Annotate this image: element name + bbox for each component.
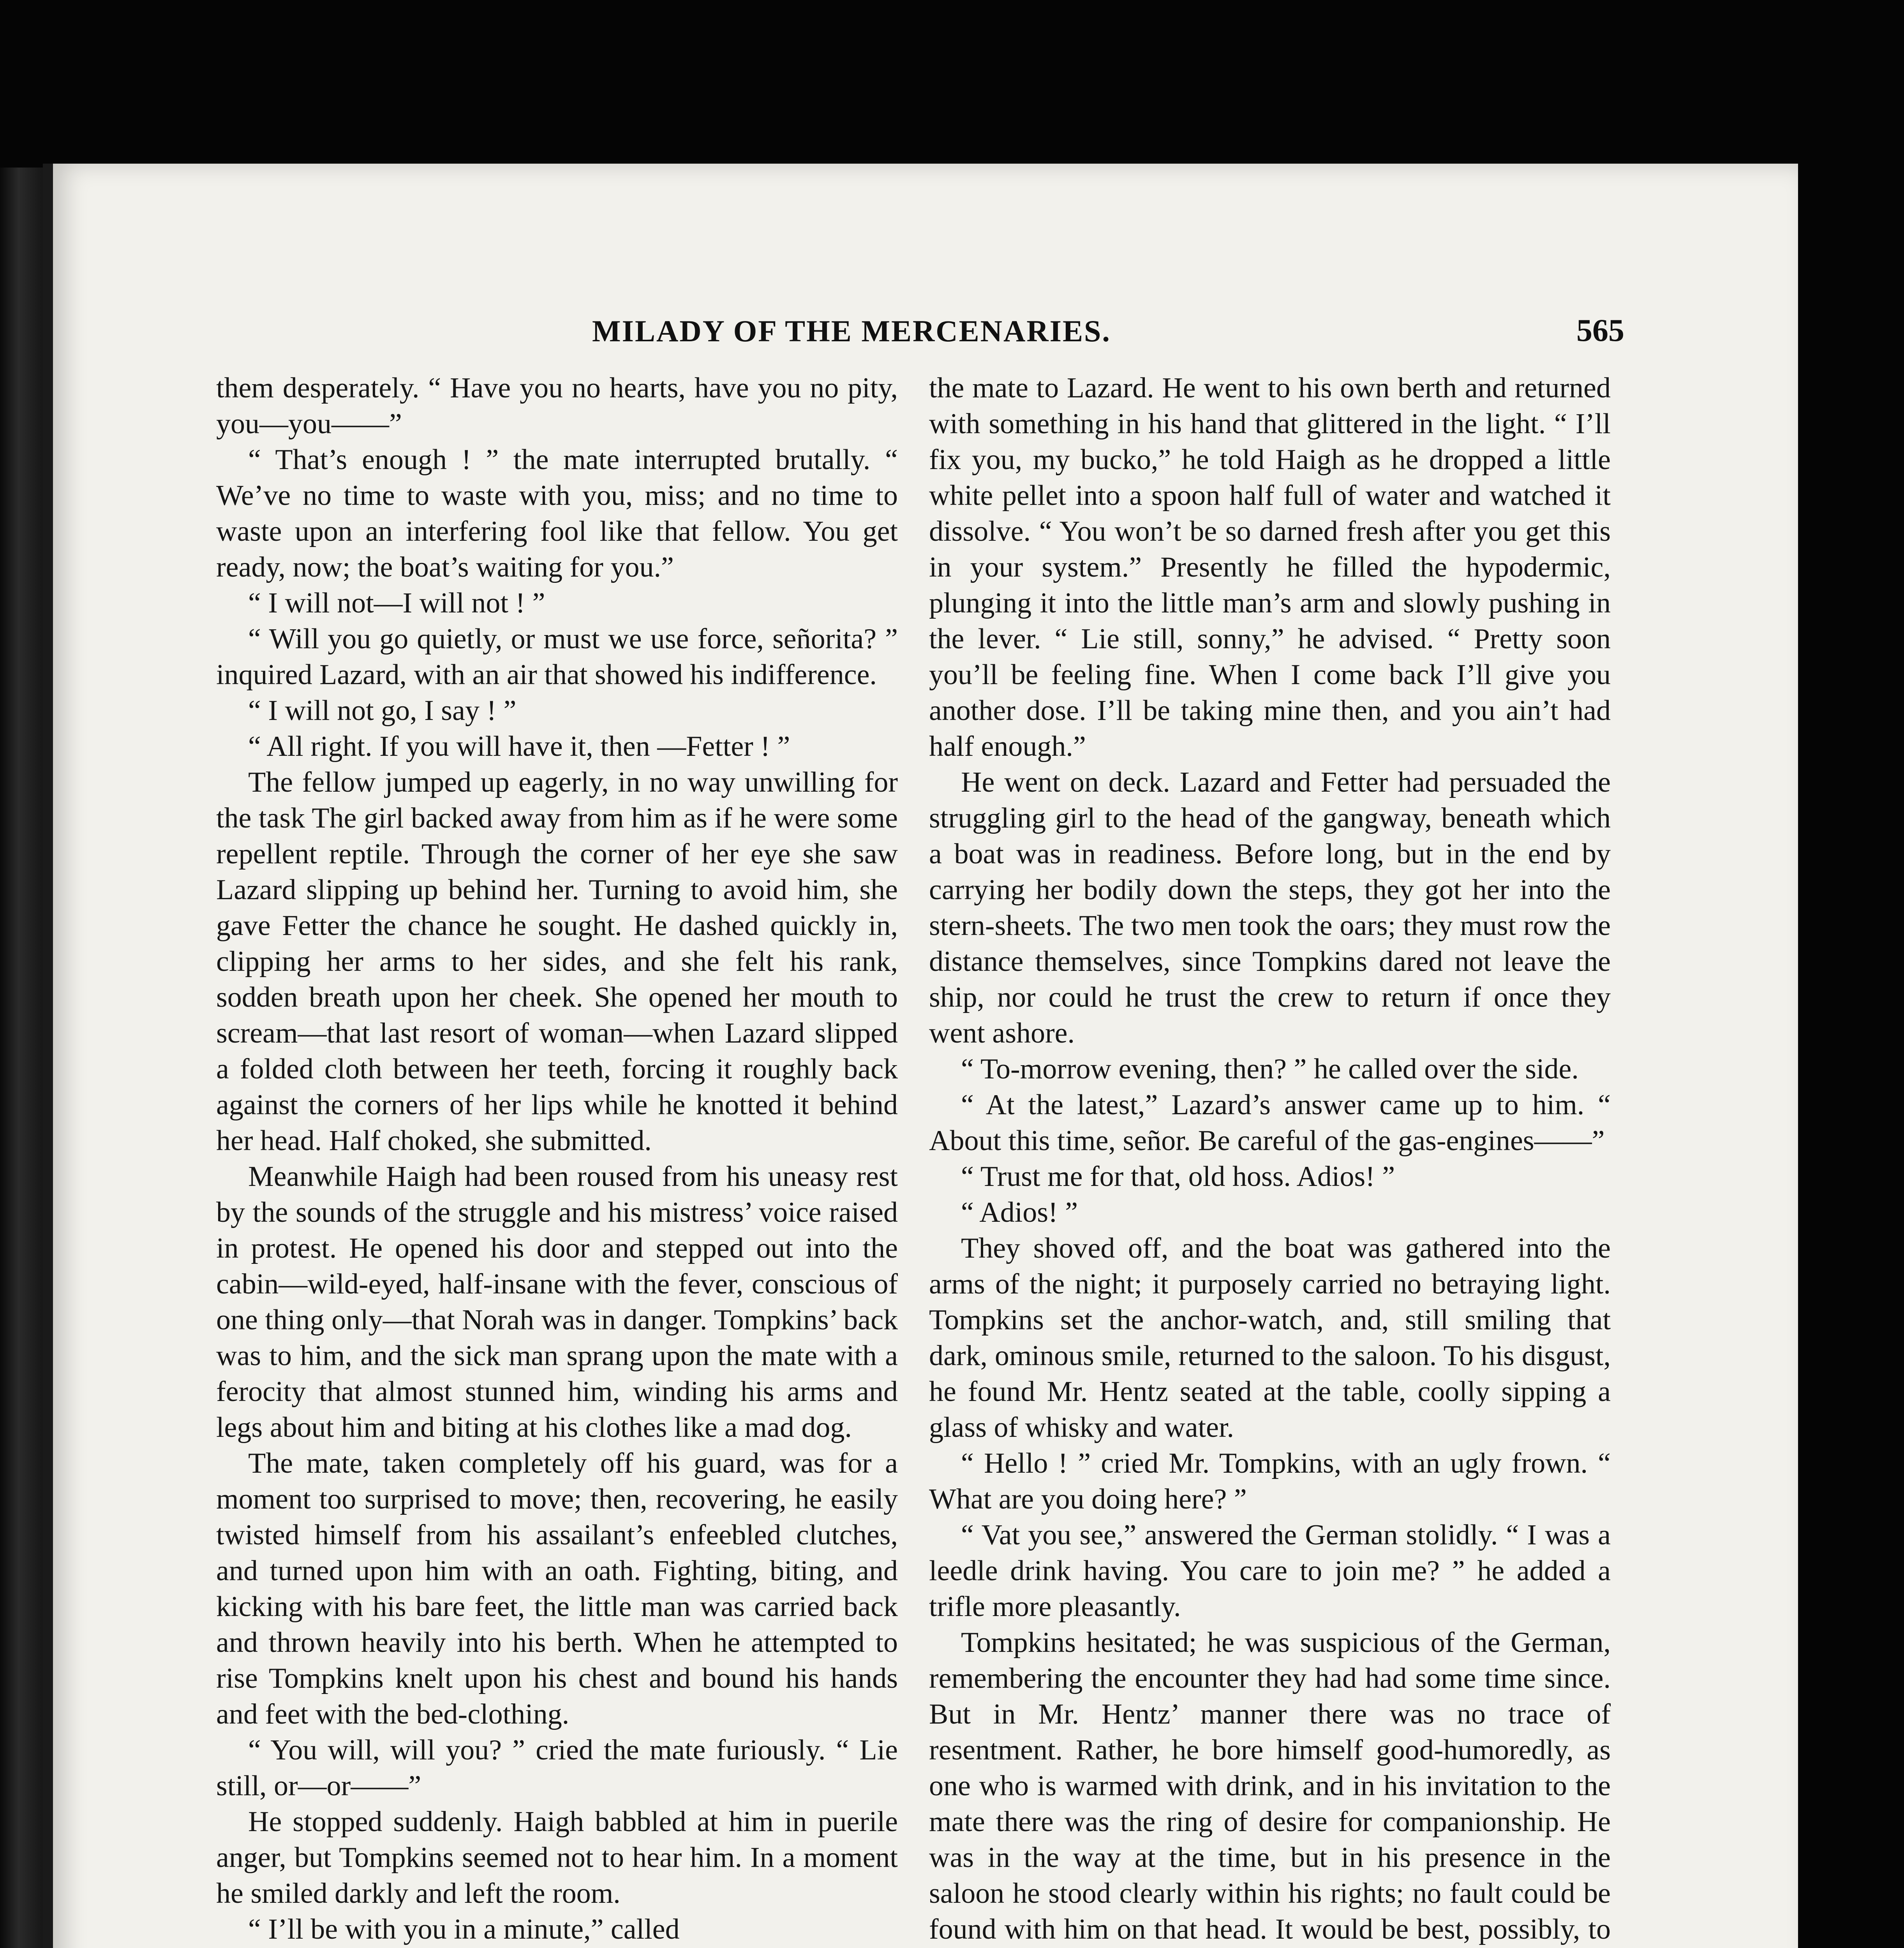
paragraph: “ I will not go, I say ! ”	[248, 695, 517, 727]
paragraph: “ Will you go quietly, or must we use force, señorita? ” inquired Lazard, with an air that showed his indifference.	[216, 623, 898, 691]
right-column	[929, 370, 1611, 1948]
book-spine	[0, 168, 47, 1948]
paragraph: the mate to Lazard. He went to his own berth and returned with something in his hand that glittered in the light. “ I’ll fix you, my bucko,” he told Haigh as he dropped a little white pellet into a spoon half full of water and watched it dissolve. “ You won’t be so darned fresh after you get this in your system.” Presently he filled the hypodermic, plunging it into the little man’s arm and slowly pushing in the lever. “ Lie still, sonny,” he advised. “ Pretty soon you’ll be feeling fine. When I come back I’ll give you another dose. I’ll be taking mine then, and you ain’t had half enough.”	[929, 372, 1611, 762]
left-column	[216, 370, 898, 1947]
paragraph: “ At the latest,” Lazard’s answer came up to him. “ About this time, señor. Be careful of the gas-engines——”	[929, 1089, 1611, 1157]
paragraph: He stopped suddenly. Haigh babbled at him in puerile anger, but Tompkins seemed not to hear him. In a moment he smiled darkly and left the room.	[216, 1806, 898, 1909]
paragraph: Meanwhile Haigh had been roused from his uneasy rest by the sounds of the struggle and his mistress’ voice raised in protest. He opened his door and stepped out into the cabin—wild-eyed, half-insane with the fever, conscious of one thing only—that Norah was in danger. Tompkins’ back was to him, and the sick man sprang upon the mate with a ferocity that almost stunned him, winding his arms and legs about him and biting at his clothes like a mad dog.	[216, 1161, 898, 1443]
paragraph: “ All right. If you will have it, then —Fetter ! ”	[248, 730, 790, 762]
paragraph: “ You will, will you? ” cried the mate furiously. “ Lie still, or—or——”	[216, 1734, 898, 1802]
paragraph: “ That’s enough ! ” the mate interrupted brutally. “ We’ve no time to waste with you, miss; and no time to waste upon an interfering fool like that fellow. You get ready, now; the boat’s waiting for you.”	[216, 444, 898, 583]
paragraph: “ Hello ! ” cried Mr. Tompkins, with an ugly frown. “ What are you doing here? ”	[929, 1447, 1611, 1515]
paragraph: “ Trust me for that, old hoss. Adios! ”	[961, 1161, 1395, 1193]
paragraph: “ I’ll be with you in a minute,” called	[248, 1913, 680, 1945]
paragraph: “ Adios! ”	[961, 1196, 1078, 1228]
paragraph: He went on deck. Lazard and Fetter had persuaded the struggling girl to the head of the gangway, beneath which a boat was in readiness. Before long, but in the end by carrying her bodily down the steps, they got her into the stern-sheets. The two men took the oars; they must row the distance themselves, since Tompkins dared not leave the ship, nor could he trust the crew to return if once they went ashore.	[929, 766, 1611, 1049]
paragraph: “ To-morrow evening, then? ” he called over the side.	[961, 1053, 1579, 1085]
paragraph: The mate, taken completely off his guard, was for a moment too surprised to move; then, recovering, he easily twisted himself from his assailant’s enfeebled clutches, and turned upon him with an oath. Fighting, biting, and kicking with his bare feet, the little man was carried back and thrown heavily into his berth. When he attempted to rise Tompkins knelt upon his chest and bound his hands and feet with the bed-clothing.	[216, 1447, 898, 1730]
paragraph: They shoved off, and the boat was gathered into the arms of the night; it purposely carried no betraying light. Tompkins set the anchor-watch, and, still smiling that dark, ominous smile, returned to the saloon. To his disgust, he found Mr. Hentz seated at the table, coolly sipping a glass of whisky and water.	[929, 1232, 1611, 1443]
paragraph: “ I will not—I will not ! ”	[248, 587, 545, 619]
running-header	[592, 298, 1624, 349]
paragraph: them desperately. “ Have you no hearts, have you no pity, you—you——”	[216, 372, 898, 440]
paragraph: Tompkins hesitated; he was suspicious of the German, remembering the encounter they had had some time since. But in Mr. Hentz’ manner there was no trace of resentment. Rather, he bore himself good-humoredly, as one who is warmed with drink, and in his invitation to the mate there was the ring of desire for companionship. He was in the way at the time, but in his presence in the saloon he stood clearly within his rights; no fault could be found with him on that head. It would be best, possibly, to	[929, 1627, 1611, 1945]
running-title: MILADY OF THE MERCENARIES.	[592, 314, 1111, 348]
paragraph: The fellow jumped up eagerly, in no way unwilling for the task The girl backed away from him as if he were some repellent reptile. Through the corner of her eye she saw Lazard slipping up behind her. Turning to avoid him, she gave Fetter the chance he sought. He dashed quickly in, clipping her arms to her sides, and she felt his rank, sodden breath upon her cheek. She opened her mouth to scream—that last resort of woman—when Lazard slipped a folded cloth between her teeth, forcing it roughly back against the corners of her lips while he knotted it behind her head. Half choked, she submitted.	[216, 766, 898, 1157]
paragraph: “ Vat you see,” answered the German stolidly. “ I was a leedle drink having. You care to join me? ” he added a trifle more pleasantly.	[929, 1519, 1611, 1623]
page-number: 565	[1576, 312, 1624, 348]
